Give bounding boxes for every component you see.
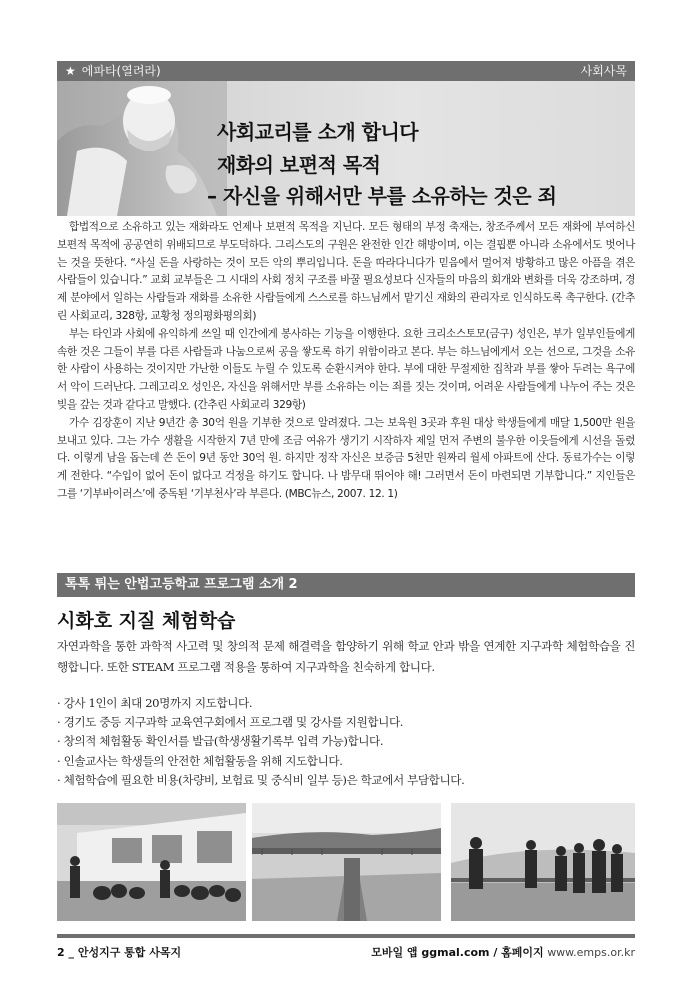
- footer-contact: [371, 944, 635, 960]
- program-section-title: 톡톡 튀는 안법고등학교 프로그램 소개 2: [65, 577, 298, 592]
- program-title: 시화호 지질 체험학습: [57, 610, 236, 632]
- essay-paragraph: 가수 김장훈이 지난 9년간 총 30억 원을 기부한 것으로 알려졌다. 그는 보육원 3곳과 후원 대상 학생들에게 매달 1,500만 원을 보내고 있다. 그는 가수 생활을 시작한지 7년 만에 조금 여유가 생기기 시작하자 제일 먼저 주변의 불우한 이웃들에게 시선을 돌렸다. 이렇게 남을 돕는데 쓴 돈이 9년 동안 30억 원. 하지만 정작 자신은 보증금 5천만 원짜리 월세 아파트에 산다. 동료가수는 이렇게 전한다. “수입이 없어 돈이 없다고 걱정을 하기도 합니다. 나 밤무대 뛰어야 해! 그러면서 돈이 마련되면 기부합니다.” 지인들은 그를 ‘기부바이러스’에 중독된 ‘기부천사’라 부른다. (MBC뉴스, 2007. 12. 1): [57, 416, 635, 500]
- program-section-bar: [57, 573, 635, 597]
- hero-title-line-2: 재화의 보편적 목적: [217, 153, 381, 177]
- list-item: · 창의적 체험활동 확인서를 발급(학생생활기록부 입력 가능)합니다.: [57, 732, 635, 751]
- essay-paragraph: 합법적으로 소유하고 있는 재화라도 언제나 보편적 목적을 지닌다. 모든 형태의 부정 축재는, 창조주께서 모든 재화에 부여하신 보편적 목적에 공공연히 위배되므로 부도덕하다. 그리스도의 구원은 완전한 인간 해방이며, 이는 결핍뿐 아니라 소유에서도 벗어나는 것을 뜻한다. “사실 돈을 사랑하는 것이 모든 악의 뿌리입니다. 돈을 따라다니다가 믿음에서 멀어져 방황하고 많은 아픔을 겪은 사람들이 있습니다.” 교회 교부들은 그 시대의 사회 정치 구조를 바꿀 필요성보다 신자들의 마음의 회개와 변화를 더욱 강조하며, 경제 분야에서 일하는 사람들과 재화를 소유한 사람들에게 스스로를 하느님께서 맡기신 재화의 관리자로 인식하도록 촉구한다. (간추린 사회교리, 328항, 교황청 정의평화평의회): [57, 221, 635, 322]
- hero-title-line-1: 사회교리를 소개 합니다: [217, 120, 419, 144]
- hero-title-line-3: – 자신을 위해서만 부를 소유하는 것은 죄: [207, 184, 557, 208]
- program-description: 자연과학을 통한 과학적 사고력 및 창의적 문제 해결력을 함양하기 위해 학교 안과 밖을 연계한 지구과학 체험학습을 진행합니다. 또한 STEAM 프로그램 적용을 통하여 지구과학을 친숙하게 합니다.: [57, 639, 635, 674]
- photo-bridge-landscape: [252, 803, 441, 921]
- essay-body: [57, 219, 635, 504]
- footer-url[interactable]: www.emps.or.kr: [547, 946, 635, 959]
- list-item: · 강사 1인이 최대 20명까지 지도합니다.: [57, 694, 635, 713]
- footer-rule: [57, 934, 635, 938]
- program-list: [57, 694, 635, 790]
- list-item: · 인솔교사는 학생들의 안전한 체험활동을 위해 지도합니다.: [57, 752, 635, 771]
- photo-students-outdoor-class: [57, 803, 246, 921]
- photo-students-observation-deck: [451, 803, 635, 921]
- footer-contact-label: 모바일 앱 ggmal.com / 홈페이지: [371, 946, 544, 959]
- essay-paragraph: 부는 타인과 사회에 유익하게 쓰일 때 인간에게 봉사하는 기능을 이행한다. 요한 크리소스토모(금구) 성인은, 부가 일부인들에게 속한 것은 그들이 부를 다른 사람들과 나눔으로써 공을 쌓도록 하기 위함이라고 본다. 부는 하느님에게서 오는 선으로, 그것을 소유한 사람이 사용하는 것이지만 가난한 이들도 누릴 수 있도록 순환시켜야 한다. 부에 대한 무절제한 집착과 부를 쌓아 두려는 욕구에서 악이 드러난다. 그레고리오 성인은, 자신을 위해서만 부를 소유하는 이는 죄를 짓는 것이며, 어려운 사람들에게 나누어 주는 것은 빚을 갚는 것과 같다고 말했다. (간추린 사회교리 329항): [57, 327, 635, 411]
- category-label: 사회사목: [580, 64, 627, 78]
- hero-banner: [57, 81, 635, 216]
- section-header-bar: [57, 61, 635, 81]
- star-icon: ★: [65, 64, 76, 78]
- section-label: ★ 에파타(열려라): [65, 64, 161, 78]
- list-item: · 체험학습에 필요한 비용(차량비, 보험료 및 중식비 일부 등)은 학교에서 부담합니다.: [57, 771, 635, 790]
- footer-page-label: 2 _ 안성지구 통합 사목지: [57, 946, 182, 959]
- list-item: · 경기도 중등 지구과학 교육연구회에서 프로그램 및 강사를 지원합니다.: [57, 713, 635, 732]
